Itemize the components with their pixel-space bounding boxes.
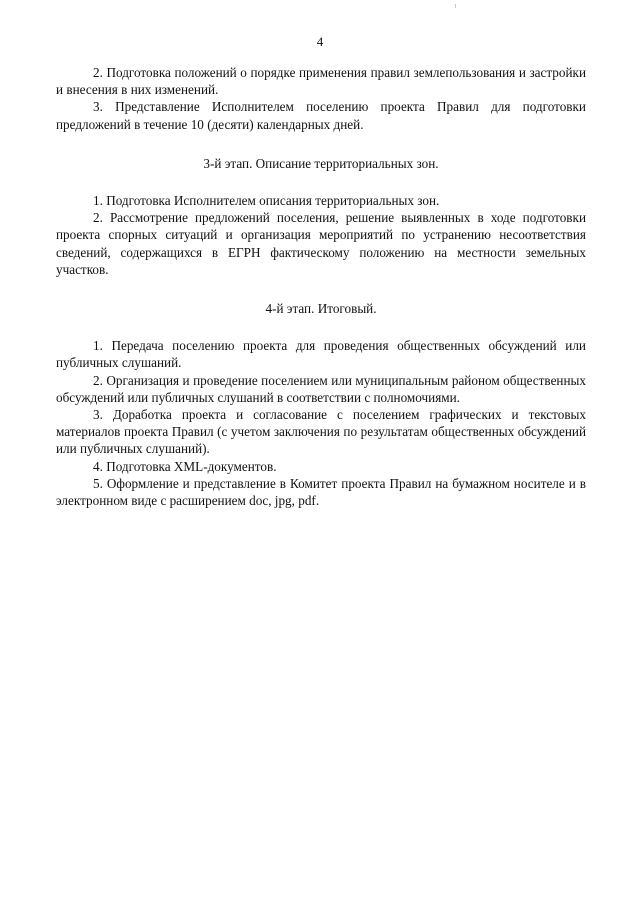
stage2-item-2: 2. Подготовка положений о порядке применения правил землепользования и застройки и внесения в них изменений.	[56, 65, 586, 98]
stage4-item-5: 5. Оформление и представление в Комитет проекта Правил на бумажном носителе и в электронном виде с расширением doc, jpg, pdf.	[56, 475, 586, 509]
stage4-item-1: 1. Передача поселению проекта для проведения общественных обсуждений или публичных слушаний.	[56, 338, 586, 371]
stage3-item-2: 2. Рассмотрение предложений поселения, решение выявленных в ходе подготовки проекта спорных ситуаций и организация мероприятий по устранению несоответствия сведений, содержащихся в ЕГРН фактическому положению на местности земельных участков.	[56, 210, 586, 277]
stage3-item-1: 1. Подготовка Исполнителем описания территориальных зон.	[93, 193, 440, 209]
stage4-item-4: 4. Подготовка XML-документов.	[93, 458, 277, 474]
stage2-item-3: 3. Представление Исполнителем поселению проекта Правил для подготовки предложений в течение 10 (десяти) календарных дней.	[56, 99, 586, 132]
page-number: 4	[316, 34, 324, 49]
scan-artifact	[455, 4, 456, 8]
stage4-heading: 4-й этап. Итоговый.	[265, 301, 377, 317]
stage4-item-3: 3. Доработка проекта и согласование с поселением графических и текстовых материалов проекта Правил (с учетом заключения по результатам общественных обсуждений или публичных слушаний).	[56, 407, 586, 457]
document-body	[56, 64, 586, 509]
stage4-item-2: 2. Организация и проведение поселением или муниципальным районом общественных обсуждений или публичных слушаний в соответствии с полномочиями.	[56, 372, 586, 405]
stage3-heading: 3-й этап. Описание территориальных зон.	[203, 155, 439, 171]
